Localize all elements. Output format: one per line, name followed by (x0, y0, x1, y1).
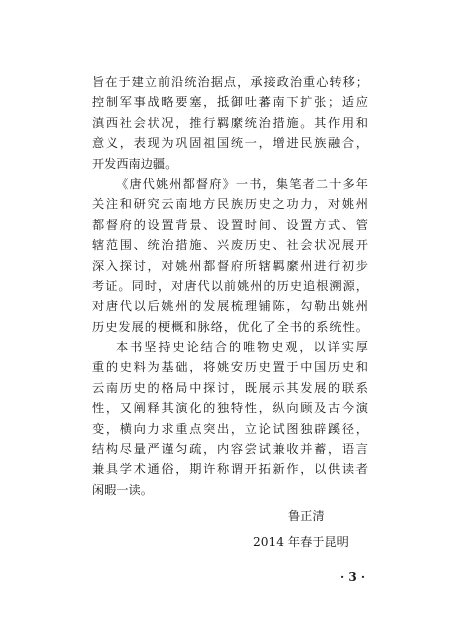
text-line: 控制军事战略要塞，抵御吐蕃南下扩张；适应 (92, 95, 368, 110)
text-line: 本书坚持史论结合的唯物史观，以详实厚 (116, 340, 368, 355)
text-line: 闲暇一读。 (92, 482, 153, 497)
text-line: 开发西南边疆。 (92, 156, 178, 171)
text-line: 对唐代以后姚州的发展梳理铺陈，勾勒出姚州 (92, 299, 368, 314)
page-number: · 3 · (340, 570, 366, 584)
paragraph-1 (92, 72, 368, 174)
text-line: 性，又阐释其演化的独特性，纵向顾及古今演 (92, 401, 368, 416)
text-line: 考证。同时，对唐代以前姚州的历史追根溯源， (92, 278, 368, 293)
text-line: 滇西社会状况，推行羁縻统治措施。其作用和 (92, 115, 368, 130)
text-line: 旨在于建立前沿统治据点，承接政治重心转移； (92, 75, 368, 89)
signature-date-place: 2014 年春于昆明 (253, 535, 349, 549)
author-signature: 鲁正清 (288, 509, 325, 523)
text-line: 都督府的设置背景、设置时间、设置方式、管 (92, 217, 368, 232)
text-line: 关注和研究云南地方民族历史之功力，对姚州 (92, 197, 368, 212)
text-line: 云南历史的格局中探讨，既展示其发展的联系 (92, 380, 368, 395)
paragraph-2 (92, 174, 368, 337)
text-line: 重的史料为基础，将姚安历史置于中国历史和 (92, 360, 368, 375)
preface-body (92, 72, 368, 500)
text-line: 意义，表现为巩固祖国统一，增进民族融合， (92, 136, 368, 151)
text-line: 辖范围、统治措施、兴废历史、社会状况展开 (92, 238, 368, 253)
text-line: 结构尽量严谨匀疏，内容尝试兼收并蓄，语言 (92, 442, 368, 457)
text-line: 变，横向力求重点突出，立论试图独辟蹊径， (92, 421, 368, 436)
text-line: 历史发展的梗概和脉络，优化了全书的系统性。 (92, 319, 368, 334)
text-line: 兼具学术通俗，期许称谓开拓新作，以供读者 (92, 462, 368, 477)
text-line: 深入探讨，对姚州都督府所辖羁縻州进行初步 (92, 258, 368, 273)
paragraph-3 (92, 337, 368, 500)
text-line: 《唐代姚州都督府》一书，集笔者二十多年 (116, 176, 368, 191)
